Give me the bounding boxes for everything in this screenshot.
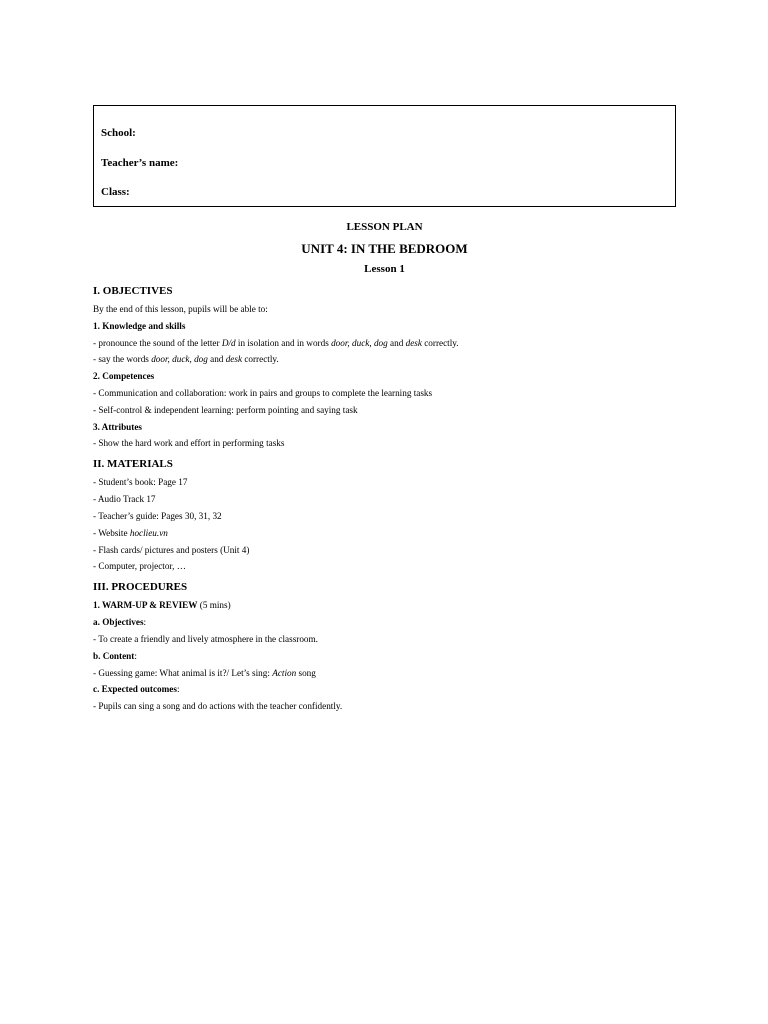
- warmup-content-label: [93, 650, 676, 662]
- warmup-content-text: [93, 667, 676, 679]
- text-run: :: [134, 650, 137, 661]
- document-title: LESSON PLAN: [346, 221, 423, 233]
- website-name: hoclieu.vn: [129, 527, 168, 538]
- text-run: in isolation and in words: [235, 337, 332, 348]
- text-run-italic: door: [331, 337, 348, 348]
- text-run: and: [387, 337, 406, 348]
- text-run-italic: desk: [405, 337, 422, 348]
- objectives-heading: I. OBJECTIVES: [93, 285, 173, 297]
- knowledge-heading: 1. Knowledge and skills: [93, 320, 186, 331]
- warmup-objectives-label: [93, 616, 676, 628]
- warmup-objectives-text: - To create a friendly and lively atmosphere in the classroom.: [93, 633, 318, 644]
- lesson-title: Lesson 1: [364, 263, 405, 275]
- text-run: correctly.: [242, 354, 279, 365]
- text-run-italic: duck: [172, 354, 190, 365]
- text-run: - Website: [93, 527, 130, 538]
- procedures-heading: III. PROCEDURES: [93, 581, 188, 594]
- knowledge-item-1: [93, 337, 676, 349]
- text-run-italic: dog: [373, 337, 388, 348]
- materials-heading: II. MATERIALS: [93, 458, 173, 471]
- material-item-4: [93, 527, 676, 539]
- material-item-2: - Audio Track 17: [93, 494, 156, 505]
- text-run: correctly.: [421, 337, 459, 348]
- label-bold: b. Content: [93, 650, 135, 661]
- objectives-intro: By the end of this lesson, pupils will be able to:: [93, 304, 268, 314]
- material-item-1: - Student’s book: Page 17: [93, 477, 188, 488]
- attribute-item-1: - Show the hard work and effort in performing tasks: [93, 438, 285, 449]
- text-run: :: [143, 617, 147, 628]
- competence-item-1: - Communication and collaboration: work in pairs and groups to complete the learning tasks: [93, 387, 433, 398]
- warmup-time: (5 mins): [197, 600, 231, 611]
- material-item-6: - Computer, projector, …: [93, 561, 186, 572]
- lesson-plan-page: [93, 105, 676, 712]
- text-run-italic: D/d: [221, 337, 236, 348]
- text-run-italic: dog: [194, 354, 208, 365]
- material-item-3: - Teacher’s guide: Pages 30, 31, 32: [93, 510, 222, 521]
- competence-item-2: - Self-control & independent learning: perform pointing and saying task: [93, 404, 358, 415]
- label-bold: a. Objectives: [93, 617, 144, 628]
- knowledge-item-2: [93, 353, 676, 365]
- warmup-outcomes-label: [93, 683, 676, 695]
- text-run: - Guessing game: What animal is it?/ Let’s sing:: [93, 667, 273, 678]
- text-run-italic: Action: [272, 667, 297, 678]
- text-run: - say the words: [93, 354, 152, 365]
- text-run: - pronounce the sound of the letter: [93, 337, 222, 348]
- text-run-italic: duck: [352, 337, 370, 348]
- info-box: [93, 105, 676, 207]
- warmup-heading: [93, 599, 676, 611]
- label-bold: c. Expected outcomes: [93, 684, 177, 695]
- school-label: School:: [101, 127, 136, 139]
- text-run-italic: ,: [189, 354, 195, 365]
- unit-title: UNIT 4: IN THE BEDROOM: [301, 241, 468, 256]
- warmup-title: 1. WARM-UP & REVIEW: [93, 600, 198, 611]
- competences-heading: 2. Competences: [93, 371, 155, 382]
- text-run-italic: door: [151, 354, 168, 365]
- text-run: song: [296, 667, 316, 678]
- text-run-italic: ,: [369, 337, 374, 348]
- attributes-heading: 3. Attributes: [93, 421, 142, 432]
- class-label: Class:: [101, 186, 130, 198]
- text-run-italic: ,: [167, 354, 173, 365]
- text-run-italic: desk: [225, 354, 243, 365]
- material-item-5: - Flash cards/ pictures and posters (Unit 4): [93, 544, 250, 555]
- text-run: and: [207, 354, 226, 365]
- warmup-outcomes-text: - Pupils can sing a song and do actions with the teacher confidently.: [93, 701, 343, 712]
- teacher-name-label: Teacher’s name:: [101, 156, 179, 169]
- text-run: :: [176, 684, 180, 695]
- text-run-italic: ,: [347, 337, 353, 348]
